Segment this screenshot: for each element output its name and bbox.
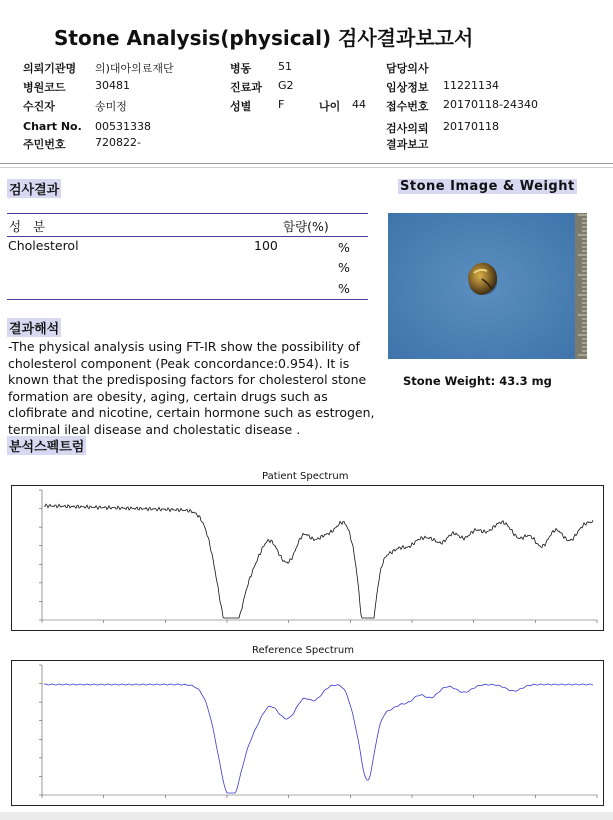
header-divider <box>0 163 613 164</box>
patient-spectrum-title: Patient Spectrum <box>262 471 349 482</box>
receipt-no-value: 20170118-24340 <box>443 98 538 111</box>
reference-spectrum-title: Reference Spectrum <box>252 645 354 656</box>
ward-label: 병동 <box>230 62 252 75</box>
request-date-label: 검사의뢰 <box>386 122 429 135</box>
hospital-code-value: 30481 <box>95 79 130 92</box>
receipt-no-label: 접수번호 <box>386 100 429 113</box>
patient-value: 송미정 <box>95 100 127 113</box>
patient-spectrum-plot <box>12 486 603 630</box>
stone-weight: Stone Weight: 43.3 mg <box>403 374 552 388</box>
result-unit: % <box>338 281 350 296</box>
reference-spectrum-plot <box>12 661 603 805</box>
sex-label: 성별 <box>230 100 252 113</box>
chart-no-label: Chart No. <box>23 120 82 133</box>
age-value: 44 <box>352 98 366 111</box>
sex-value: F <box>278 98 285 111</box>
stone-image <box>388 213 575 359</box>
component-column-header: 성 분 <box>9 219 50 234</box>
resident-no-label: 주민번호 <box>23 138 66 151</box>
clinical-info-value: 11221134 <box>443 79 499 92</box>
stone-photo <box>388 213 575 359</box>
patient-label: 수진자 <box>23 100 55 113</box>
header-divider-2 <box>0 167 613 168</box>
reference-spectrum-chart <box>11 660 604 806</box>
result-value: 100 <box>254 238 278 253</box>
department-label: 진료과 <box>230 81 262 94</box>
result-unit: % <box>338 260 350 275</box>
resident-no-value: 720822- <box>95 136 141 149</box>
spectrum-trace <box>44 684 593 793</box>
report-date-label: 결과보고 <box>386 138 429 151</box>
doctor-label: 담당의사 <box>386 62 429 75</box>
request-date-value: 20170118 <box>443 120 499 133</box>
clinical-info-label: 임상정보 <box>386 81 429 94</box>
spectrum-trace <box>44 504 593 618</box>
ruler-ticks <box>575 213 587 359</box>
report-title: Stone Analysis(physical) 검사결과보고서 <box>54 26 474 50</box>
institution-value: 의)대아의료재단 <box>95 62 174 75</box>
scale-ruler <box>575 213 587 359</box>
results-table-header-rule <box>7 236 368 237</box>
results-heading: 검사결과 <box>7 179 61 198</box>
result-unit: % <box>338 240 350 255</box>
patient-spectrum-chart <box>11 485 604 631</box>
interpretation-text: -The physical analysis using FT-IR show the possibility of cholesterol component (Peak concordance:0.954). It is known that the predisposing factors for cholesterol stone formation are obesity, aging, certain drugs such as clofibrate and nicotine, certain hormone such as estrogen, terminal ileal disease and cholestatic disease . <box>8 339 375 437</box>
results-table-top-rule <box>7 213 368 214</box>
spectrum-axis <box>42 490 597 620</box>
spectrum-axis <box>42 665 597 795</box>
page-bottom-edge <box>0 812 613 820</box>
results-table-bottom-rule <box>7 299 368 300</box>
spectrum-heading: 분석스펙트럼 <box>7 436 86 455</box>
ward-value: 51 <box>278 60 292 73</box>
chart-no-value: 00531338 <box>95 120 151 133</box>
age-label: 나이 <box>319 100 341 113</box>
hospital-code-label: 병원코드 <box>23 81 66 94</box>
interpretation-heading: 결과해석 <box>7 318 61 337</box>
result-component: Cholesterol <box>8 238 79 253</box>
stone-image-heading: Stone Image & Weight <box>400 179 575 194</box>
department-value: G2 <box>278 79 294 92</box>
content-column-header: 함량(%) <box>283 219 329 234</box>
institution-label: 의뢰기관명 <box>23 62 77 75</box>
